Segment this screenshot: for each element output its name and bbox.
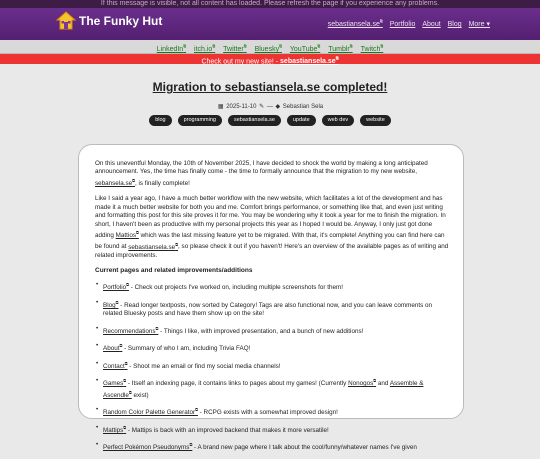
- link-pokemon-pseudonyms[interactable]: Perfect Pokémon Pseudonyms⧉: [103, 442, 193, 452]
- post-tags: [0, 115, 540, 126]
- paragraph-workflow: Like I said a year ago, I have a much better workflow with the new website, which facilitates a lot of the development and has made it a much better website for both you and me. Comfort brings performance, or something like that, and even just writing and formatting this post for this site proves it for me. You may be wondering why it took a year for me to finish the migration. In short, I haven't been as productive with my personal projects this year as I hoped I would be. Anyway, I only just got done adding Mattios⧉ which was the last missing feature yet to be migrated. With that, it's complete! Anything you can find here can be found at sebastiansela.se⧉, so please check it out if you haven't! Here's an overview of the available pages as of writing and related improvements.: [95, 195, 449, 259]
- list-item: • Mattips⧉ - Mattips is back with an improved backend that makes it more versatile!: [103, 424, 451, 436]
- external-link-icon: ⧉: [195, 407, 198, 413]
- external-link-icon: ⧉: [124, 360, 128, 366]
- external-link-icon: ⧉: [115, 299, 119, 305]
- external-link-icon: ⧉: [128, 389, 132, 395]
- section-heading: Current pages and related improvements/additions: [95, 267, 253, 275]
- social-tumblr[interactable]: Tumblr⧉: [328, 44, 353, 54]
- external-link-icon: ⧉: [189, 442, 193, 448]
- paragraph-intro: On this uneventful Monday, the 10th of November 2025, I have decided to shock the world by making a long anticipated announcement. Yes, the time has finally come - the time to formally announce that the migration to my new website, sebansela.se⧉, is finally complete!: [95, 160, 428, 187]
- external-link-icon: ⧉: [135, 229, 139, 235]
- tag-blog[interactable]: blog: [149, 115, 171, 126]
- promo-banner: [0, 54, 540, 64]
- main-nav: [328, 18, 490, 29]
- site-title[interactable]: The Funky Hut: [79, 14, 163, 28]
- calendar-icon: ▦: [217, 104, 224, 110]
- link-portfolio[interactable]: Portfolio⧉: [103, 282, 129, 292]
- post-author: Sebastian Sela: [282, 104, 324, 110]
- social-youtube[interactable]: YouTube⧉: [289, 44, 321, 54]
- link-contact[interactable]: Contact⧉: [103, 360, 128, 370]
- link-games[interactable]: Games⧉: [103, 378, 127, 388]
- link-mattips[interactable]: Mattips⧉: [103, 424, 127, 434]
- external-link-icon: ⧉: [379, 19, 383, 24]
- loading-notice: If this message is visible, not all content has loaded. Please refresh the page if you experience any problems.: [0, 0, 540, 8]
- social-bluesky[interactable]: Bluesky⧉: [254, 44, 282, 54]
- external-link-icon: ⧉: [155, 325, 159, 331]
- link-blog[interactable]: Blog⧉: [103, 299, 119, 309]
- list-item: • Contact⧉ - Shoot me an email or find my social media channels!: [103, 360, 451, 372]
- nav-portfolio[interactable]: Portfolio: [389, 21, 416, 29]
- tag-sebastiansela[interactable]: sebastiansela.se: [228, 115, 281, 126]
- link-nonogos[interactable]: Nonogos⧉: [348, 378, 377, 388]
- social-twitch[interactable]: Twitch⧉: [360, 44, 384, 54]
- link-sebansela[interactable]: sebansela.se⧉: [95, 177, 135, 187]
- tag-icon: ◆: [275, 104, 281, 110]
- promo-link[interactable]: sebastiansela.se⧉: [280, 56, 339, 66]
- post-body: [95, 160, 451, 459]
- link-assemble-ascendle[interactable]: Assemble & Ascendle⧉: [103, 380, 424, 399]
- link-recommendations[interactable]: Recommendations⧉: [103, 325, 159, 335]
- pencil-icon: ✎: [259, 104, 265, 110]
- nav-more[interactable]: More ▾: [468, 21, 490, 29]
- nav-sebastiansela[interactable]: sebastiansela.se⧉: [327, 19, 383, 29]
- list-item: • Random Color Palette Generator⧉ - RCPG exists with a somewhat improved design!: [103, 406, 451, 418]
- external-link-icon: ⧉: [349, 44, 353, 49]
- post-meta: [0, 103, 540, 111]
- nav-about[interactable]: About: [422, 21, 441, 29]
- social-itchio[interactable]: itch.io⧉: [194, 44, 216, 54]
- external-link-icon: ⧉: [123, 424, 127, 430]
- external-link-icon: ⧉: [279, 44, 282, 49]
- external-link-icon: ⧉: [373, 378, 377, 384]
- external-link-icon: ⧉: [132, 177, 135, 183]
- social-linkedin[interactable]: LinkedIn⧉: [156, 44, 187, 54]
- post-date: 2025-11-10: [226, 104, 257, 110]
- external-link-icon: ⧉: [212, 44, 216, 49]
- post-content-card: [78, 144, 464, 452]
- link-about[interactable]: About⧉: [103, 343, 123, 353]
- nav-blog[interactable]: Blog: [447, 21, 462, 29]
- list-item: • About⧉ - Summary of who I am, including Trivia FAQ!: [103, 342, 451, 354]
- social-links-bar: [0, 40, 540, 54]
- list-item: • Perfect Pokémon Pseudonyms⧉ - A brand new page where I talk about the cool/funny/whatever names I've given: [103, 441, 451, 453]
- meta-separator: —: [266, 104, 273, 110]
- hut-logo-icon[interactable]: [56, 11, 76, 31]
- list-item: • Blog⧉ - Read longer textposts, now sorted by Category! Tags are also functional now, and you can leave comments on related Bluesky posts and have them show up on the site!: [103, 299, 451, 319]
- external-link-icon: ⧉: [119, 343, 123, 349]
- list-item: • Portfolio⧉ - Check out projects I've worked on, including multiple screenshots for them!: [103, 281, 451, 293]
- tag-web-dev[interactable]: web dev: [322, 115, 355, 126]
- social-twitter[interactable]: Twitter⧉: [223, 44, 247, 54]
- promo-text: Check out my new site! -: [201, 58, 281, 66]
- site-header: [0, 8, 540, 40]
- external-link-icon: ⧉: [183, 44, 187, 49]
- tag-programming[interactable]: programming: [178, 115, 222, 126]
- external-link-icon: ⧉: [335, 56, 339, 61]
- link-mattios[interactable]: Mattios⧉: [115, 229, 139, 240]
- external-link-icon: ⧉: [243, 44, 247, 49]
- external-link-icon: ⧉: [380, 44, 384, 49]
- link-sebastiansela[interactable]: sebastiansela.se⧉: [128, 241, 179, 251]
- chevron-down-icon: ▾: [486, 21, 490, 29]
- list-item: • Games⧉ - Itself an indexing page, it contains links to pages about my games! (Currently Nonogos⧉ and Assemble & Ascendle⧉ exist): [103, 377, 451, 400]
- external-link-icon: ⧉: [123, 378, 127, 384]
- external-link-icon: ⧉: [175, 241, 179, 247]
- post-title[interactable]: Migration to sebastiansela.se completed!: [152, 80, 388, 94]
- link-rcpg[interactable]: Random Color Palette Generator⧉: [103, 407, 198, 417]
- external-link-icon: ⧉: [126, 282, 129, 288]
- list-item: • Recommendations⧉ - Things I like, with improved presentation, and a bunch of new additions!: [103, 325, 451, 337]
- external-link-icon: ⧉: [317, 44, 321, 49]
- tag-update[interactable]: update: [287, 115, 316, 126]
- tag-website[interactable]: website: [360, 115, 391, 126]
- pages-list: [95, 281, 451, 452]
